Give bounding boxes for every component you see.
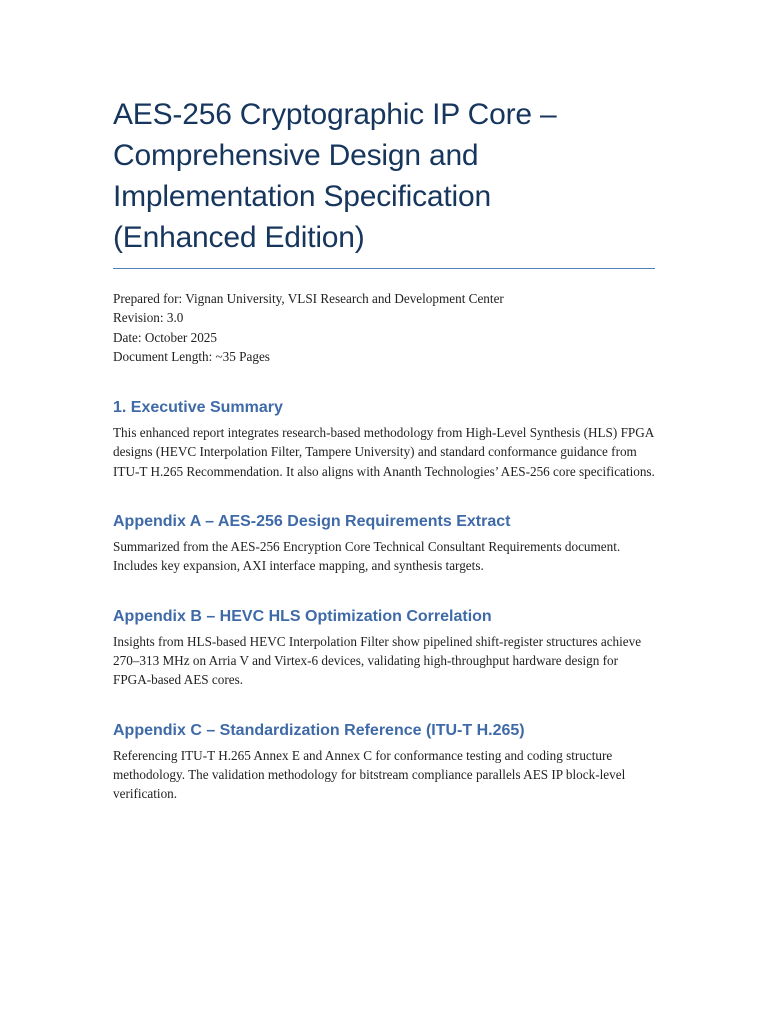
- document-length-line: Document Length: ~35 Pages: [113, 348, 270, 364]
- section-executive-summary: [113, 397, 655, 481]
- section-heading: Appendix B – HEVC HLS Optimization Correlation: [113, 607, 492, 625]
- document-metadata: [113, 289, 655, 366]
- date-line: Date: October 2025: [113, 329, 217, 345]
- title-line-2: Comprehensive Design and: [113, 139, 479, 172]
- document-content: [113, 94, 655, 803]
- section-appendix-a: [113, 511, 655, 576]
- section-heading: Appendix C – Standardization Reference (ITU-T H.265): [113, 721, 525, 739]
- title-line-1: AES-256 Cryptographic IP Core –: [113, 98, 557, 131]
- section-heading: 1. Executive Summary: [113, 399, 283, 417]
- section-body: Referencing ITU-T H.265 Annex E and Annex C for conformance testing and coding structure methodology. The validation methodology for bitstream compliance parallels AES IP block-level verification.: [113, 747, 626, 802]
- title-line-4: (Enhanced Edition): [113, 221, 365, 254]
- document-title: [113, 94, 655, 258]
- section-heading: Appendix A – AES-256 Design Requirements Extract: [113, 513, 511, 531]
- section-body: This enhanced report integrates research-based methodology from High-Level Synthesis (HLS) FPGA designs (HEVC Interpolation Filter, Tampere University) and standard conformance guidance from ITU-T H.265 Recommendation. It also aligns with Ananth Technologies’ AES-256 core specifications.: [113, 425, 655, 479]
- title-divider: [113, 268, 655, 269]
- revision-line: Revision: 3.0: [113, 310, 184, 326]
- section-appendix-c: [113, 720, 655, 804]
- prepared-for-line: Prepared for: Vignan University, VLSI Research and Development Center: [113, 291, 504, 306]
- section-appendix-b: [113, 606, 655, 690]
- title-line-3: Implementation Specification: [113, 180, 491, 213]
- section-body: Insights from HLS-based HEVC Interpolation Filter show pipelined shift-register structures achieve 270–313 MHz on Arria V and Virtex-6 devices, validating high-throughput hardware design for FPGA-based AES cores.: [113, 633, 642, 688]
- section-body: Summarized from the AES-256 Encryption Core Technical Consultant Requirements document. Includes key expansion, AXI interface mapping, and synthesis targets.: [113, 539, 621, 574]
